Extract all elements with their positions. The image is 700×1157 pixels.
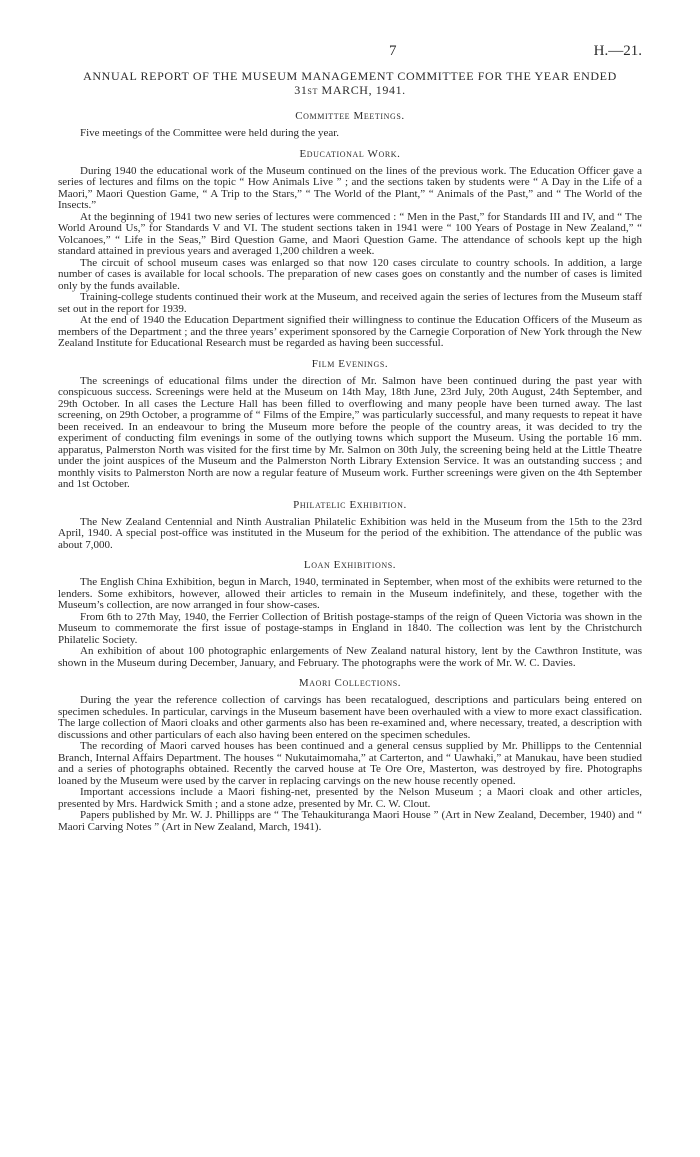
section-heading-committee-meetings: Committee Meetings. (295, 110, 405, 122)
section-heading-educational-work: Educational Work. (299, 147, 401, 160)
page-number: 7 (389, 43, 397, 59)
paragraph: An exhibition of about 100 photographic enlargements of New Zealand natural history, lent by the Cawthron Institute, was shown in the Museum during December, January, and February. The photographs were the work of Mr. W. C. Davies. (58, 645, 642, 669)
page-header (58, 43, 642, 63)
paragraph: The English China Exhibition, begun in March, 1940, terminated in September, when most of the exhibits were returned to the lenders. Some exhibitors, however, allowed their articles to remain in the Museum indefinitely, and these, together with the Museum’s collection, are now arranged in four show-cases. (58, 576, 642, 611)
paragraph: During the year the reference collection of carvings has been recatalogued, descriptions and particulars being entered on specimen schedules. In particular, carvings in the Museum basement have been overhauled with a view to more exact classification. The large collection of Maori cloaks and other garments also has been re-examined and, where necessary, treated, a description with discussions and other particulars of each also having been entered on the specimen schedules. (58, 694, 642, 741)
paragraph: From 6th to 27th May, 1940, the Ferrier Collection of British postage-stamps of the reign of Queen Victoria was shown in the Museum to commemorate the first issue of postage-stamps in England in 1840. The collection was lent by the Christchurch Philatelic Society. (58, 610, 642, 646)
paragraph: At the end of 1940 the Education Department signified their willingness to continue the Education Officers of the Museum as members of the Department ; and the three years’ experiment sponsored by the Carnegie Corporation of New York through the New Zealand Institute for Educational Research must be regarded as having been successful. (58, 314, 642, 349)
section-heading-philatelic-exhibition: Philatelic Exhibition. (293, 498, 407, 511)
paragraph: The screenings of educational films under the direction of Mr. Salmon have been continued during the past year with conspicuous success. Screenings were held at the Museum on 14th May, 18th June, 23rd July, 20th August, 24th September, and 29th October. In all cases the Lecture Hall has been filled to overflowing and many people have been turned away. The last screening, on 29th October, a programme of “ Films of the Empire,” was particularly successful, and many requests to repeat it have been received. In an endeavour to bring the Museum more before the people of the country areas, it was decided to try the experiment of conducting film evenings in some of the outlying towns which support the Museum. Using the portable 16 mm. apparatus, Palmerston North was visited for the first time by Mr. Salmon on 30th July, the screening being held at the Little Theatre under the joint auspices of the Museum and the Palmerston North Library Extension Service. It was an outstanding success ; and monthly visits to Palmerston North are now a regular feature of Museum work. Further screenings were given on the 4th September and 1st October. (58, 374, 642, 490)
section-heading-loan-exhibitions: Loan Exhibitions. (303, 559, 397, 571)
paragraph: Five meetings of the Committee were held during the year. (80, 127, 340, 139)
title-line-2: 31st MARCH, 1941. (294, 83, 406, 97)
paragraph: During 1940 the educational work of the Museum continued on the lines of the previous work. The Education Officer gave a series of lectures and films on the topic “ How Animals Live ” ; and the sections taken by students were “ A Day in the Life of a Maori,” Maori Question Game, “ A Trip to the Stars,” “ The World of the Plant,” “ Animals of the Past,” and “ The World of the Insects.” (58, 164, 642, 211)
paragraph: The recording of Maori carved houses has been continued and a general census supplied by Mr. Phillipps to the Centennial Branch, Internal Affairs Department. The houses “ Nukutaimomaha,” at Carterton, and “ Uawhaki,” at Manukau, have been studied and a series of photographs obtained. Recently the carved house at Te Ore Ore, Masterton, was destroyed by fire. Photographs loaned by the Museum were used by the carver in replacing carvings on the new house recently opened. (58, 740, 642, 787)
paragraph: The New Zealand Centennial and Ninth Australian Philatelic Exhibition was held in the Museum from the 15th to the 23rd April, 1940. A special post-office was instituted in the Museum for the period of the exhibition. The attendance of the public was about 7,000. (58, 515, 642, 551)
paragraph: Papers published by Mr. W. J. Phillipps are “ The Tehaukituranga Maori House ” (Art in New Zealand, December, 1940) and “ Maori Carving Notes ” (Art in New Zealand, March, 1941). (58, 809, 642, 833)
section-heading-maori-collections: Maori Collections. (298, 677, 402, 689)
document-reference: H.—21. (593, 43, 642, 59)
report-title (58, 69, 642, 97)
paragraph: At the beginning of 1941 two new series of lectures were commenced : “ Men in the Past,” for Standards III and IV, and “ The World Around Us,” for Standards V and VI. The student sections taken in 1941 were “ 100 Years of Postage in New Zealand,” “ Volcanoes,” “ Life in the Seas,” Bird Question Game, and Maori Question Game. The attendance of schools kept up the high standard attained in previous years and averaged 1,200 children a week. (58, 210, 642, 257)
title-line-1: ANNUAL REPORT OF THE MUSEUM MANAGEMENT COMMITTEE FOR THE YEAR ENDED (83, 69, 617, 83)
paragraph: Training-college students continued their work at the Museum, and received again the series of lectures from the Museum staff set out in the report for 1939. (58, 291, 642, 315)
paragraph: The circuit of school museum cases was enlarged so that now 120 cases circulate to country schools. In addition, a large number of cases is available for local schools. The preparation of new cases goes on constantly and the number of cases is limited only by the funds available. (58, 256, 642, 292)
report-body (58, 110, 642, 833)
paragraph: Important accessions include a Maori fishing-net, presented by the Nelson Museum ; a Maori cloak and other articles, presented by Mrs. Hardwick Smith ; and a stone adze, presented by Mr. C. W. Clout. (58, 786, 642, 810)
section-heading-film-evenings: Film Evenings. (311, 357, 389, 370)
